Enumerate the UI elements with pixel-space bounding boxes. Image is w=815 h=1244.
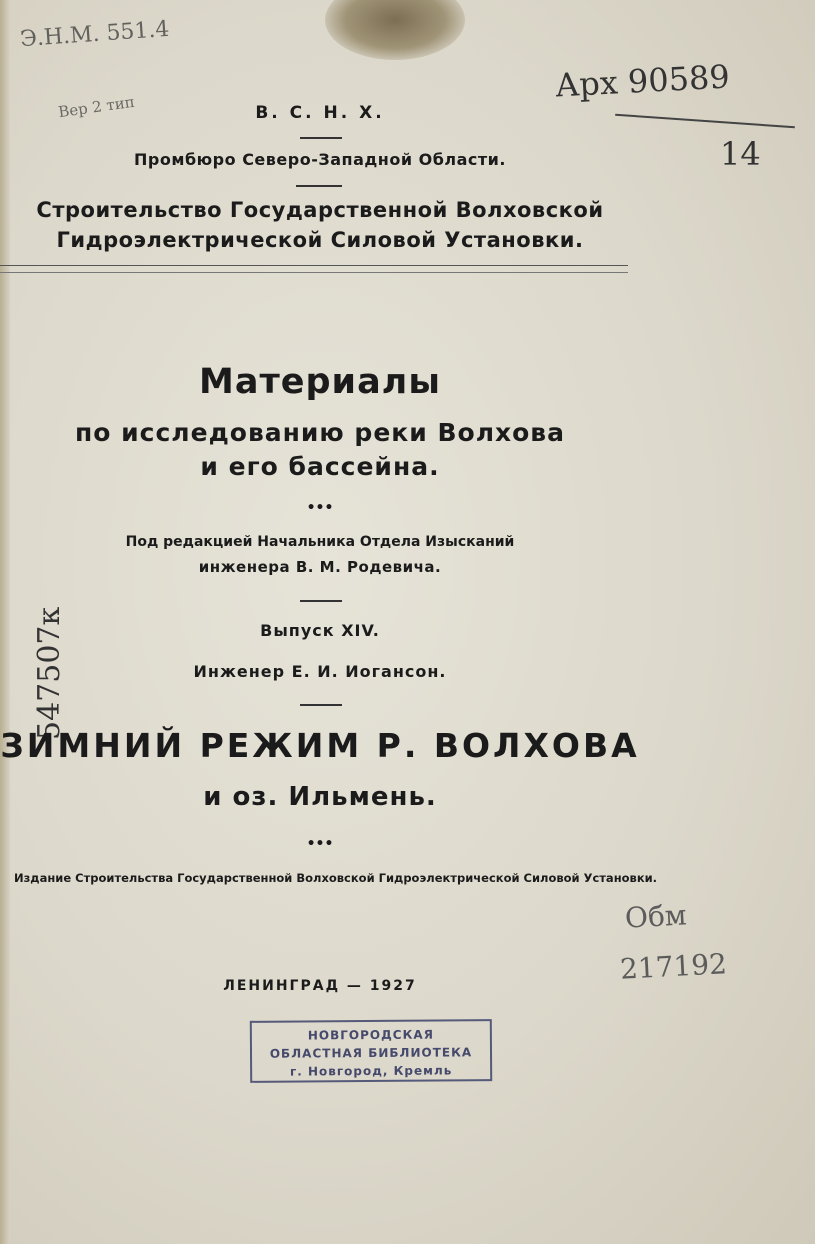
editor-line2: инженера В. М. Родевича.	[198, 558, 442, 576]
work-title: ЗИМНИЙ РЕЖИМ Р. ВОЛХОВА	[0, 726, 640, 765]
bureau-name: Промбюро Северо-Западной Области.	[134, 150, 506, 169]
divider	[300, 704, 342, 706]
issue-number: Выпуск XIV.	[260, 621, 380, 640]
project-name-line2: Гидроэлектрической Силовой Установки.	[56, 228, 584, 252]
header-rule	[0, 265, 628, 273]
handwritten-exchange-number: 217192	[619, 947, 728, 986]
handwritten-archive-number: Арх 90589	[554, 57, 731, 105]
library-stamp	[250, 1019, 492, 1083]
divider	[300, 600, 342, 602]
stamp-line2: ОБЛАСТНАЯ БИБЛИОТЕКА	[269, 1045, 473, 1061]
series-title: Материалы	[199, 362, 441, 402]
handwritten-note: Вер 2 тип	[57, 92, 136, 122]
series-subtitle-line2: и его бассейна.	[200, 452, 440, 481]
publisher-line: Издание Строительства Государственной Волховской Гидроэлектрической Силовой Установки.	[14, 871, 658, 885]
place-and-year: ЛЕНИНГРАД — 1927	[223, 978, 417, 994]
series-subtitle-line1: по исследованию реки Волхова	[75, 418, 565, 447]
work-title-line2: и оз. Ильмень.	[203, 782, 437, 812]
stain-mark	[325, 0, 465, 60]
project-name-line1: Строительство Государственной Волховской	[36, 198, 604, 222]
stamp-line3: г. Новгород, Кремль	[289, 1063, 453, 1079]
ornament: •••	[306, 836, 334, 852]
handwritten-underline	[615, 114, 795, 129]
divider	[296, 185, 342, 187]
org-abbreviation: В. С. Н. Х.	[255, 103, 385, 123]
handwritten-exchange-note: Обм	[624, 898, 688, 935]
handwritten-volume-number: 14	[720, 135, 761, 173]
author: Инженер Е. И. Иогансон.	[193, 662, 447, 681]
divider	[300, 137, 342, 139]
editor-line1: Под редакцией Начальника Отдела Изысканий	[125, 534, 515, 550]
stamp-line1: НОВГОРОДСКАЯ	[307, 1027, 434, 1043]
handwritten-side-number: 547507к	[32, 606, 67, 740]
ornament: •••	[306, 500, 334, 516]
handwritten-catalog-number: Э.Н.М. 551.4	[19, 16, 171, 53]
